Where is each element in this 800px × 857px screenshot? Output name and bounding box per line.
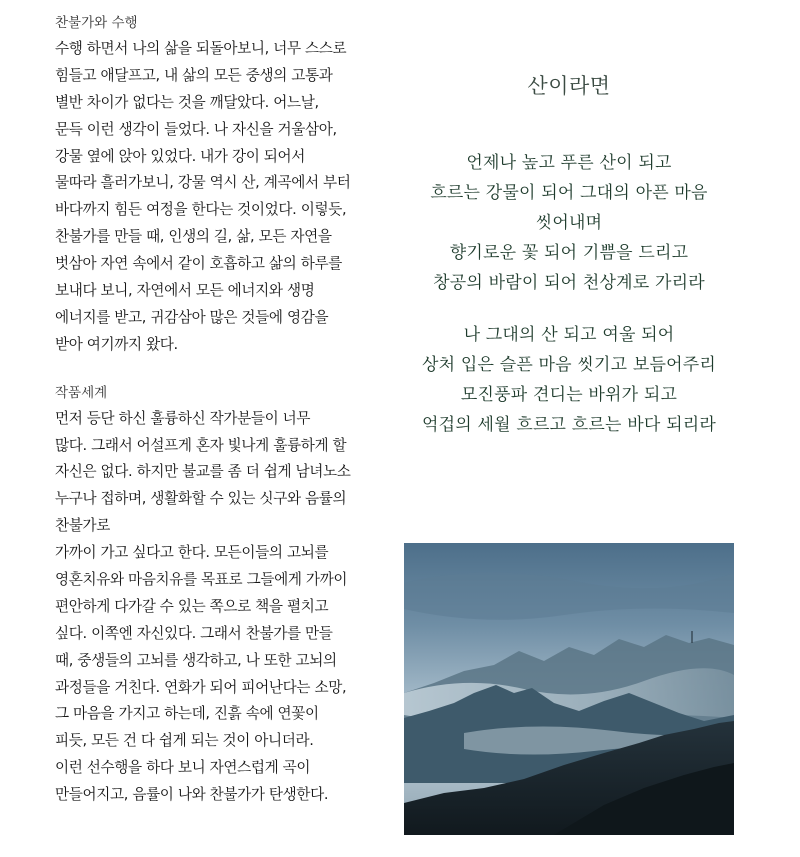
poem-line: 씻어내며: [535, 213, 603, 233]
paragraph-line: 만들어지고, 음률이 나와 찬불가가 탄생한다.: [55, 786, 329, 804]
section-spacer: [55, 359, 395, 380]
paragraph-line: 이런 선수행을 하다 보니 자연스럽게 곡이: [55, 759, 311, 777]
paragraph-line: 강물 옆에 앉아 있었다. 내가 강이 되어서: [55, 147, 305, 165]
poem-line: 나 그대의 산 되고 여울 되어: [463, 325, 675, 345]
poem-stanza: [389, 320, 749, 440]
poem-line: 창공의 바람이 되어 천상계로 가리라: [433, 273, 705, 293]
poem-line: 언제나 높고 푸른 산이 되고: [466, 153, 672, 173]
essay-column: [55, 10, 395, 809]
poem-body: [389, 148, 749, 440]
paragraph-line: 보내다 보니, 자연에서 모든 에너지와 생명: [55, 282, 315, 300]
paragraph-line: 피듯, 모든 건 다 쉽게 되는 것이 아니더라.: [55, 732, 314, 750]
paragraph-line: 벗삼아 자연 속에서 같이 호흡하고 삶의 하루를: [55, 255, 342, 273]
paragraph-line: 누구나 접하며, 생활화할 수 있는 싯구와 음률의: [55, 490, 347, 508]
paragraph-line: 물따라 흘러가보니, 강물 역시 산, 계곡에서 부터: [55, 174, 351, 192]
stanza-spacer: [389, 298, 749, 320]
paragraph-line: 별반 차이가 없다는 것을 깨달았다. 어느날,: [55, 93, 319, 111]
paragraph-line: 찬불가로: [55, 517, 110, 535]
paragraph-line: 때, 중생들의 고뇌를 생각하고, 나 또한 고뇌의: [55, 651, 337, 669]
section-heading-practice: 찬불가와 수행: [55, 15, 138, 31]
paragraph-line: 그 마음을 가지고 하는데, 진흙 속에 연꽃이: [55, 705, 319, 723]
paragraph-line: 문득 이런 생각이 들었다. 나 자신을 거울삼아,: [55, 120, 337, 138]
paragraph-line: 힘들고 애달프고, 내 삶의 모든 중생의 고통과: [55, 66, 333, 84]
poem-line: 흐르는 강물이 되어 그대의 아픈 마음: [430, 183, 708, 203]
paragraph-line: 받아 여기까지 왔다.: [55, 335, 178, 353]
poem-title: 산이라면: [527, 74, 611, 98]
mountain-landscape-photo: [404, 543, 734, 835]
paragraph-line: 찬불가를 만들 때, 인생의 길, 삶, 모든 자연을: [55, 228, 332, 246]
paragraph-line: 에너지를 받고, 귀감삼아 많은 것들에 영감을: [55, 308, 329, 326]
paragraph-line: 편안하게 다가갈 수 있는 쪽으로 책을 펼치고: [55, 597, 329, 615]
works-paragraph: [55, 406, 395, 809]
paragraph-line: 많다. 그래서 어설프게 혼자 빛나게 훌륭하게 할: [55, 436, 347, 454]
essay-paragraph: [55, 36, 395, 359]
poem-line: 모진풍파 견디는 바위가 되고: [460, 385, 678, 405]
paragraph-line: 먼저 등단 하신 훌륭하신 작가분들이 너무: [55, 409, 311, 427]
paragraph-line: 수행 하면서 나의 삶을 되돌아보니, 너무 스스로: [55, 40, 347, 57]
section-heading-works: 작품세계: [55, 384, 108, 401]
poem-stanza: [389, 148, 749, 298]
paragraph-line: 과정들을 거친다. 연화가 되어 피어난다는 소망,: [55, 678, 347, 696]
poem-line: 억겁의 세월 흐르고 흐르는 바다 되리라: [422, 415, 716, 435]
poem-line: 향기로운 꽃 되어 기쁨을 드리고: [449, 243, 689, 263]
poem-line: 상처 입은 슬픈 마음 씻기고 보듬어주리: [422, 355, 716, 375]
paragraph-line: 가까이 가고 싶다고 한다. 모든이들의 고뇌를: [55, 544, 329, 562]
paragraph-line: 바다까지 힘든 여정을 한다는 것이었다. 이렇듯,: [55, 201, 347, 219]
mountain-landscape-illustration: [404, 543, 734, 835]
paragraph-line: 영혼치유와 마음치유를 목표로 그들에게 가까이: [55, 571, 348, 589]
paragraph-line: 싶다. 이쪽엔 자신있다. 그래서 찬불가를 만들: [55, 624, 333, 642]
paragraph-line: 자신은 없다. 하지만 불교를 좀 더 쉽게 남녀노소: [55, 463, 351, 481]
